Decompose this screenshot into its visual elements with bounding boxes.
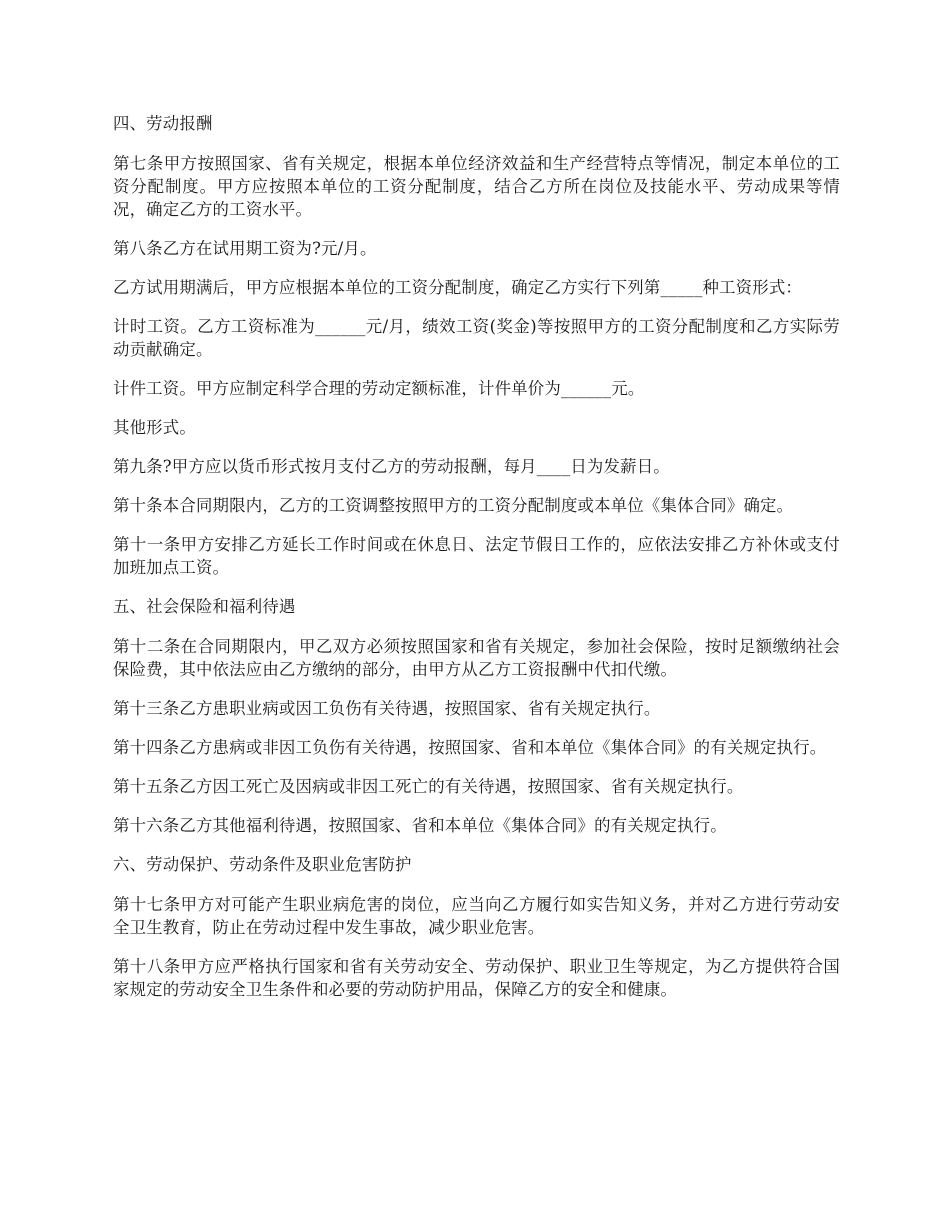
clause-article-9: 第九条?甲方应以货币形式按月支付乙方的劳动报酬，每月____日为发薪日。: [113, 457, 670, 476]
section-heading-labor-remuneration: 四、劳动报酬: [113, 114, 213, 133]
section-heading-labor-protection: 六、劳动保护、劳动条件及职业危害防护: [113, 855, 412, 874]
clause-article-10: 第十条本合同期限内，乙方的工资调整按照甲方的工资分配制度或本单位《集体合同》确定。: [113, 496, 794, 515]
clause-article-16: 第十六条乙方其他福利待遇，按照国家、省和本单位《集体合同》的有关规定执行。: [113, 816, 727, 835]
clause-wage-form-choice: 乙方试用期满后，甲方应根据本单位的工资分配制度，确定乙方实行下列第_____种工资形式：: [113, 278, 803, 297]
clause-article-13: 第十三条乙方患职业病或因工负伤有关待遇，按照国家、省有关规定执行。: [113, 699, 661, 718]
section-heading-social-insurance: 五、社会保险和福利待遇: [113, 597, 296, 616]
clause-article-14: 第十四条乙方患病或非因工负伤有关待遇，按照国家、省和本单位《集体合同》的有关规定执行。: [113, 738, 827, 757]
clause-article-7: 第七条甲方按照国家、省有关规定，根据本单位经济效益和生产经营特点等情况，制定本单位的工资分配制度。甲方应按照本单位的工资分配制度，结合乙方所在岗位及技能水平、劳动成果等情况，确定乙方的工资水平。: [113, 154, 840, 219]
clause-article-8: 第八条乙方在试用期工资为?元/月。: [113, 239, 377, 258]
clause-article-18: 第十八条甲方应严格执行国家和省有关劳动安全、劳动保护、职业卫生等规定，为乙方提供符合国家规定的劳动安全卫生条件和必要的劳动防护用品，保障乙方的安全和健康。: [113, 957, 840, 999]
clause-article-15: 第十五条乙方因工死亡及因病或非因工死亡的有关待遇，按照国家、省有关规定执行。: [113, 777, 744, 796]
clause-article-11: 第十一条甲方安排乙方延长工作时间或在休息日、法定节假日工作的，应依法安排乙方补休或支付加班加点工资。: [113, 535, 840, 577]
clause-time-wage: 计时工资。乙方工资标准为______元/月，绩效工资(奖金)等按照甲方的工资分配制度和乙方实际劳动贡献确定。: [113, 317, 840, 359]
clause-article-17: 第十七条甲方对可能产生职业病危害的岗位，应当向乙方履行如实告知义务，并对乙方进行劳动安全卫生教育，防止在劳动过程中发生事故，减少职业危害。: [113, 895, 840, 937]
clause-article-12: 第十二条在合同期限内，甲乙双方必须按照国家和省有关规定，参加社会保险，按时足额缴纳社会保险费，其中依法应由乙方缴纳的部分，由甲方从乙方工资报酬中代扣代缴。: [113, 637, 840, 679]
clause-other-form: 其他形式。: [113, 418, 196, 437]
clause-piece-wage: 计件工资。甲方应制定科学合理的劳动定额标准，计件单价为______元。: [113, 379, 645, 398]
